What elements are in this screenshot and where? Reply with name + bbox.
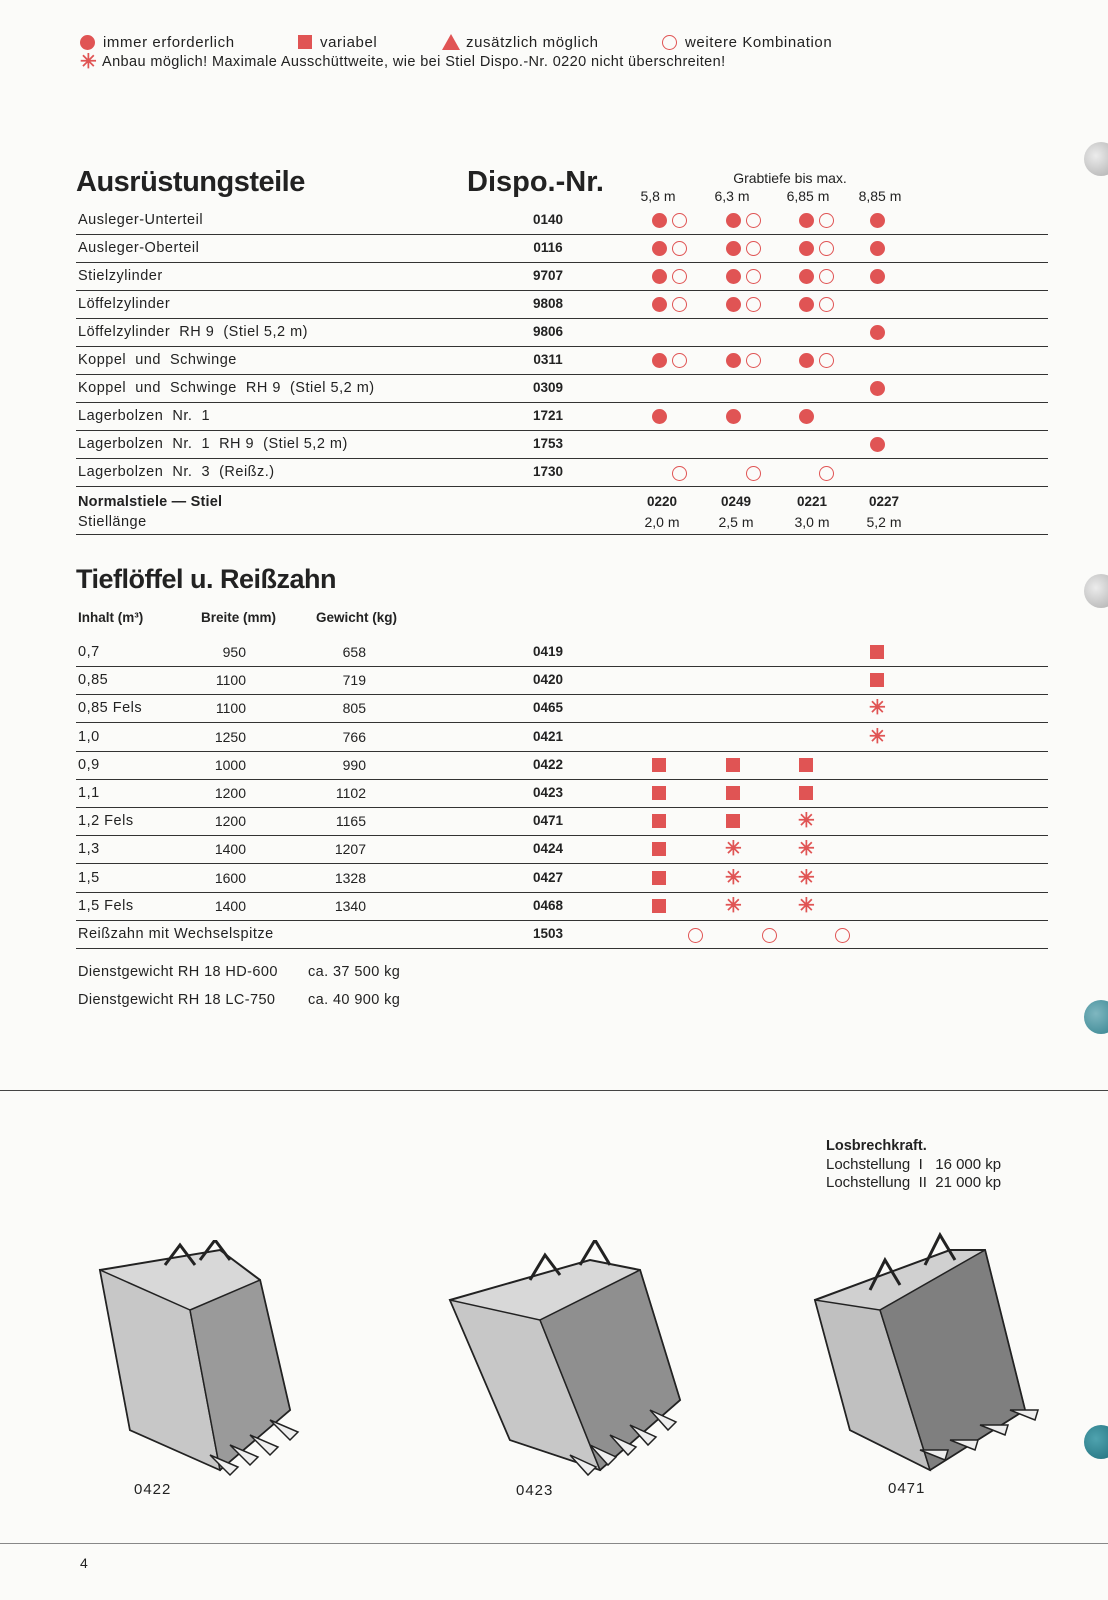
weight-value-1: ca. 37 500 kg xyxy=(308,964,401,980)
table-row xyxy=(76,666,1048,695)
bucket-0423-image xyxy=(440,1240,700,1480)
filled-circle-icon xyxy=(870,269,885,284)
bucket-label-3: 0471 xyxy=(888,1480,926,1497)
dispo-number: 0427 xyxy=(532,869,564,885)
square-icon xyxy=(799,758,813,772)
part-label: Ausleger-Unterteil xyxy=(78,212,204,228)
asterisk-icon: ✳ xyxy=(80,51,98,73)
stiel-length-label: Stiellänge xyxy=(78,514,147,530)
filled-circle-icon xyxy=(870,241,885,256)
gewicht-cell: 1328 xyxy=(334,869,366,886)
table-row xyxy=(76,206,1048,235)
table-row xyxy=(76,290,1048,319)
asterisk-icon: ✳ xyxy=(869,725,886,748)
breite-cell: 1100 xyxy=(215,700,246,717)
filled-circle-icon xyxy=(870,437,885,452)
breite-cell: 1250 xyxy=(214,728,246,745)
filled-circle-icon xyxy=(726,241,741,256)
dispo-number: 0422 xyxy=(532,756,564,772)
table-row xyxy=(76,807,1048,836)
stiel-number: 0221 xyxy=(796,494,828,509)
breite-cell: 1000 xyxy=(214,756,246,773)
inhalt-cell: 1,0 xyxy=(78,728,100,745)
inhalt-cell: 1,5 xyxy=(78,869,100,886)
part-label: Koppel und Schwinge xyxy=(78,352,237,368)
square-icon xyxy=(652,842,666,856)
open-circle-icon xyxy=(819,269,834,284)
asterisk-icon: ✳ xyxy=(725,838,742,861)
table-row xyxy=(76,779,1048,808)
open-circle-icon xyxy=(746,353,761,368)
square-icon xyxy=(726,758,740,772)
losbrech-line1: Lochstellung I 16 000 kp xyxy=(826,1156,1002,1173)
depth-heading: 6,3 m xyxy=(714,188,750,204)
dispo-number: 0471 xyxy=(532,813,564,829)
open-circle-icon xyxy=(672,297,687,312)
dispo-number: 0309 xyxy=(532,380,564,395)
gewicht-cell: 1207 xyxy=(334,841,366,858)
open-circle-icon xyxy=(746,213,761,228)
bucket-label-2: 0423 xyxy=(516,1482,554,1499)
square-icon xyxy=(870,645,884,659)
table-row xyxy=(76,694,1048,723)
filled-circle-icon xyxy=(870,381,885,396)
breite-cell: 1100 xyxy=(215,672,246,689)
gewicht-cell: 658 xyxy=(342,644,366,660)
stiel-row xyxy=(76,492,1048,535)
filled-circle-icon xyxy=(726,353,741,368)
filled-circle-icon xyxy=(652,409,667,424)
col-inhalt: Inhalt (m³) xyxy=(78,610,144,625)
breite-cell: 1400 xyxy=(214,897,246,914)
table-row xyxy=(76,892,1048,921)
table-row xyxy=(76,458,1048,487)
binder-tab-4 xyxy=(1084,1425,1108,1459)
footer-line xyxy=(0,1543,1108,1544)
open-circle-icon xyxy=(672,466,687,481)
inhalt-cell: 0,9 xyxy=(78,756,100,773)
square-icon xyxy=(726,786,740,800)
filled-circle-icon xyxy=(652,269,667,284)
table-row xyxy=(76,638,1048,667)
depth-heading: 5,8 m xyxy=(640,188,676,204)
inhalt-cell: 1,2 Fels xyxy=(78,813,134,830)
filled-circle-icon xyxy=(652,297,667,312)
dispo-number: 9808 xyxy=(532,296,564,311)
depth-heading: 8,85 m xyxy=(858,188,902,204)
gewicht-cell: 805 xyxy=(342,700,366,717)
breite-cell: 1200 xyxy=(214,785,246,801)
open-circle-icon xyxy=(819,466,834,481)
dispo-number: 0419 xyxy=(532,644,564,659)
filled-circle-icon xyxy=(652,241,667,256)
dispo-number: 1721 xyxy=(532,408,564,423)
part-label: Koppel und Schwinge RH 9 (Stiel 5,2 m) xyxy=(78,380,375,396)
filled-circle-icon xyxy=(799,353,814,368)
inhalt-cell: 0,85 Fels xyxy=(78,700,143,717)
page-number: 4 xyxy=(80,1555,88,1571)
reisszahn-label: Reißzahn mit Wechselspitze xyxy=(78,926,274,942)
stiel-number: 0249 xyxy=(720,494,752,509)
table-row xyxy=(76,864,1048,893)
open-circle-icon xyxy=(662,35,677,50)
open-circle-icon xyxy=(819,213,834,228)
losbrech-title: Losbrechkraft. xyxy=(826,1138,927,1154)
inhalt-cell: 0,85 xyxy=(78,672,109,689)
table-row xyxy=(76,346,1048,375)
dispo-number: 0468 xyxy=(532,897,564,913)
part-label: Löffelzylinder xyxy=(78,296,171,312)
open-circle-icon xyxy=(672,353,687,368)
dispo-number: 0421 xyxy=(532,728,564,744)
square-icon xyxy=(652,899,666,913)
dispo-number: 1730 xyxy=(532,464,564,479)
part-label: Lagerbolzen Nr. 3 (Reißz.) xyxy=(78,464,275,480)
stiel-length: 2,0 m xyxy=(644,514,680,530)
breite-cell: 1200 xyxy=(214,813,246,830)
reisszahn-nr: 1503 xyxy=(532,926,564,941)
dispo-number: 0424 xyxy=(532,841,564,857)
dispo-number: 0423 xyxy=(532,785,564,800)
open-circle-icon xyxy=(762,928,777,943)
part-label: Löffelzylinder RH 9 (Stiel 5,2 m) xyxy=(78,324,308,340)
binder-tab-3 xyxy=(1084,1000,1108,1034)
open-circle-icon xyxy=(746,241,761,256)
open-circle-icon xyxy=(672,269,687,284)
open-circle-icon xyxy=(746,297,761,312)
filled-circle-icon xyxy=(80,35,95,50)
section2-title: Tieflöffel u. Reißzahn xyxy=(76,564,337,594)
binder-tab-1 xyxy=(1084,142,1108,176)
divider xyxy=(0,1090,1108,1091)
asterisk-icon: ✳ xyxy=(725,894,742,917)
depth-heading: 6,85 m xyxy=(786,188,830,204)
filled-circle-icon xyxy=(726,409,741,424)
stiel-number: 0220 xyxy=(646,494,678,509)
dispo-number: 1753 xyxy=(532,436,564,451)
legend-variable: variabel xyxy=(298,32,377,52)
filled-circle-icon xyxy=(870,325,885,340)
table-row xyxy=(76,374,1048,403)
part-label: Lagerbolzen Nr. 1 RH 9 (Stiel 5,2 m) xyxy=(78,436,348,452)
stiel-length: 3,0 m xyxy=(794,514,830,530)
filled-circle-icon xyxy=(799,409,814,424)
square-icon xyxy=(652,758,666,772)
dispo-header: Dispo.-Nr. xyxy=(467,166,604,198)
table-row xyxy=(76,318,1048,347)
gewicht-cell: 1102 xyxy=(335,785,366,801)
gewicht-cell: 990 xyxy=(342,756,366,773)
stiel-length: 2,5 m xyxy=(718,514,754,530)
open-circle-icon xyxy=(819,297,834,312)
legend-note: ✳ Anbau möglich! Maximale Ausschüttweite, wie bei Stiel Dispo.-Nr. 0220 nicht überschreiten! xyxy=(80,51,726,73)
filled-circle-icon xyxy=(652,353,667,368)
filled-circle-icon xyxy=(726,213,741,228)
part-label: Lagerbolzen Nr. 1 xyxy=(78,408,211,424)
gewicht-cell: 766 xyxy=(342,728,366,745)
open-circle-icon xyxy=(688,928,703,943)
asterisk-icon: ✳ xyxy=(869,697,886,720)
table-row xyxy=(76,402,1048,431)
asterisk-icon: ✳ xyxy=(798,894,815,917)
square-icon xyxy=(652,786,666,800)
filled-circle-icon xyxy=(726,269,741,284)
weight-label-1: Dienstgewicht RH 18 HD-600 xyxy=(78,964,278,980)
open-circle-icon xyxy=(672,241,687,256)
asterisk-icon: ✳ xyxy=(798,810,815,833)
gewicht-cell: 1340 xyxy=(334,897,366,914)
dispo-number: 9806 xyxy=(532,324,564,339)
dispo-number: 9707 xyxy=(532,268,564,283)
reisszahn-row xyxy=(76,920,1048,949)
breite-cell: 950 xyxy=(222,644,246,660)
asterisk-icon: ✳ xyxy=(725,866,742,889)
stiel-label: Normalstiele — Stiel xyxy=(78,494,223,510)
open-circle-icon xyxy=(746,269,761,284)
legend-always: immer erforderlich xyxy=(80,32,235,52)
asterisk-icon: ✳ xyxy=(798,838,815,861)
dispo-number: 0140 xyxy=(532,212,564,227)
table-row xyxy=(76,234,1048,263)
table-row xyxy=(76,751,1048,780)
filled-circle-icon xyxy=(652,213,667,228)
asterisk-icon: ✳ xyxy=(798,866,815,889)
inhalt-cell: 1,3 xyxy=(78,841,100,858)
square-icon xyxy=(652,871,666,885)
triangle-icon xyxy=(442,34,460,50)
square-icon xyxy=(726,814,740,828)
part-label: Stielzylinder xyxy=(78,268,163,284)
breite-cell: 1400 xyxy=(214,841,246,858)
weight-label-2: Dienstgewicht RH 18 LC-750 xyxy=(78,992,276,1008)
gewicht-cell: 1165 xyxy=(335,813,366,830)
col-gewicht: Gewicht (kg) xyxy=(316,610,398,625)
dispo-number: 0311 xyxy=(533,352,563,367)
binder-tab-2 xyxy=(1084,574,1108,608)
legend-additional: zusätzlich möglich xyxy=(442,32,599,52)
table-row xyxy=(76,723,1048,752)
stiel-number: 0227 xyxy=(868,494,900,509)
breite-cell: 1600 xyxy=(214,869,246,886)
part-label: Ausleger-Oberteil xyxy=(78,240,200,256)
table-row xyxy=(76,262,1048,291)
bucket-0471-image xyxy=(810,1230,1060,1480)
open-circle-icon xyxy=(672,213,687,228)
square-icon xyxy=(298,35,312,49)
square-icon xyxy=(870,673,884,687)
filled-circle-icon xyxy=(799,297,814,312)
open-circle-icon xyxy=(819,353,834,368)
inhalt-cell: 0,7 xyxy=(78,644,100,660)
filled-circle-icon xyxy=(799,213,814,228)
inhalt-cell: 1,1 xyxy=(78,785,100,801)
legend-combination: weitere Kombination xyxy=(662,32,832,52)
stiel-length: 5,2 m xyxy=(866,514,902,530)
inhalt-cell: 1,5 Fels xyxy=(78,897,134,914)
filled-circle-icon xyxy=(799,241,814,256)
open-circle-icon xyxy=(746,466,761,481)
dispo-number: 0465 xyxy=(532,700,564,716)
open-circle-icon xyxy=(819,241,834,256)
col-breite: Breite (mm) xyxy=(201,610,277,625)
filled-circle-icon xyxy=(726,297,741,312)
square-icon xyxy=(799,786,813,800)
square-icon xyxy=(652,814,666,828)
depth-header: Grabtiefe bis max. xyxy=(733,170,847,186)
table-row xyxy=(76,430,1048,459)
gewicht-cell: 719 xyxy=(342,672,366,689)
weight-value-2: ca. 40 900 kg xyxy=(308,992,401,1008)
bucket-label-1: 0422 xyxy=(134,1481,172,1498)
section1-title: Ausrüstungsteile xyxy=(76,166,305,198)
dispo-number: 0420 xyxy=(532,672,564,688)
open-circle-icon xyxy=(835,928,850,943)
filled-circle-icon xyxy=(870,213,885,228)
filled-circle-icon xyxy=(799,269,814,284)
table-row xyxy=(76,835,1048,864)
bucket-0422-image xyxy=(70,1240,310,1480)
dispo-number: 0116 xyxy=(533,240,563,255)
losbrech-line2: Lochstellung II 21 000 kp xyxy=(826,1174,1002,1191)
